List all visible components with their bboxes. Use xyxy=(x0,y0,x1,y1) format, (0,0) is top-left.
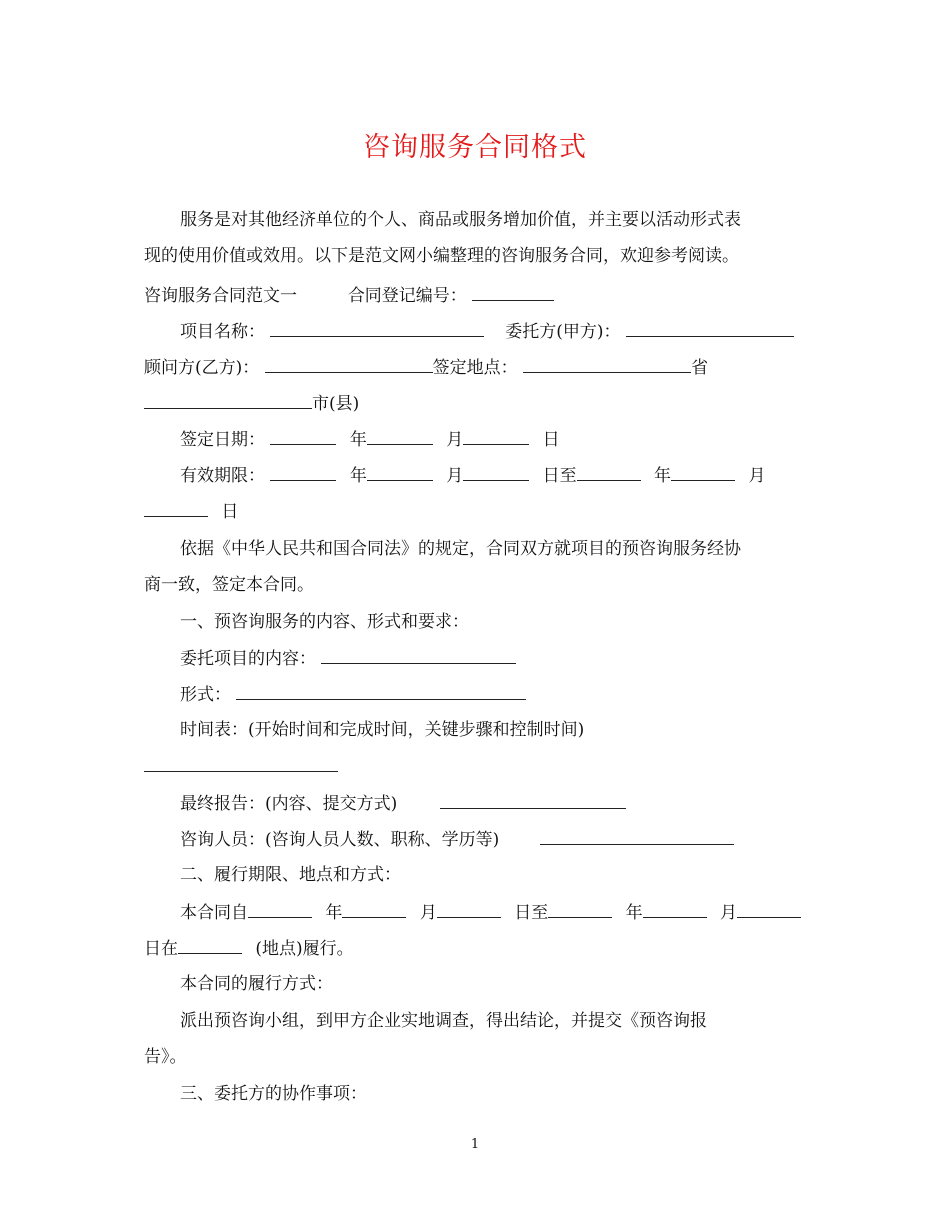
consultant-blank[interactable] xyxy=(265,355,433,373)
place-row xyxy=(144,936,354,961)
section2-heading: 二、履行期限、地点和方式： xyxy=(180,865,401,885)
staff-label: 咨询人员：(咨询人员人数、职称、学历等) xyxy=(180,830,500,850)
sign-place-label: 签定地点： xyxy=(432,358,518,378)
project-name-label: 项目名称： xyxy=(180,322,265,342)
from-label: 本合同自 xyxy=(180,903,248,923)
year-label: 年 xyxy=(349,466,367,486)
intro-line-2: 现的使用价值或效用。以下是范文网小编整理的咨询服务合同，欢迎参考阅读。 xyxy=(144,246,739,266)
to-month-blank[interactable] xyxy=(643,900,707,918)
schedule-blank[interactable] xyxy=(144,754,338,772)
section1-heading: 一、预咨询服务的内容、形式和要求： xyxy=(180,612,469,632)
project-name-blank[interactable] xyxy=(270,319,484,337)
from-year-blank[interactable] xyxy=(248,900,312,918)
sample-heading: 咨询服务合同范文一 xyxy=(144,286,297,306)
document-title: 咨询服务合同格式 xyxy=(363,132,587,163)
consultant-place-row xyxy=(144,355,708,380)
method-label: 本合同的履行方式： xyxy=(180,974,333,994)
staff-row xyxy=(180,827,734,852)
method-line-2: 告》。 xyxy=(144,1047,187,1067)
valid-from-year-blank[interactable] xyxy=(270,463,336,481)
staff-blank[interactable] xyxy=(540,827,734,845)
day-to-label: 日至 xyxy=(542,466,577,486)
content-blank[interactable] xyxy=(321,646,516,664)
schedule-label: 时间表：(开始时间和完成时间，关键步骤和控制时间) xyxy=(180,720,585,740)
province-blank[interactable] xyxy=(523,355,691,373)
report-label: 最终报告：(内容、提交方式) xyxy=(180,794,398,814)
form-row xyxy=(180,682,526,707)
client-label: 委托方(甲方)： xyxy=(505,322,621,342)
registration-blank[interactable] xyxy=(472,283,554,301)
place-blank[interactable] xyxy=(178,936,242,954)
sign-date-row xyxy=(180,427,560,452)
to-year-blank[interactable] xyxy=(548,900,612,918)
valid-to-day-blank[interactable] xyxy=(144,499,208,517)
year-label: 年 xyxy=(325,903,343,923)
period-row xyxy=(180,900,801,925)
sign-day-blank[interactable] xyxy=(463,427,529,445)
valid-period-label: 有效期限： xyxy=(180,466,265,486)
month-label: 月 xyxy=(446,466,464,486)
place-label: (地点)履行。 xyxy=(255,939,354,959)
basis-line-2: 商一致，签定本合同。 xyxy=(144,575,314,595)
project-client-row xyxy=(180,319,794,344)
page-number: 1 xyxy=(470,1137,480,1152)
method-line-1: 派出预咨询小组，到甲方企业实地调查，得出结论，并提交《预咨询报 xyxy=(180,1011,707,1031)
form-blank[interactable] xyxy=(236,682,526,700)
month-label: 月 xyxy=(446,430,464,450)
registration-label: 合同登记编号： xyxy=(347,286,467,306)
day-to-label: 日至 xyxy=(514,903,549,923)
day-label: 日 xyxy=(542,430,560,450)
section3-heading: 三、委托方的协作事项： xyxy=(180,1084,367,1104)
sign-month-blank[interactable] xyxy=(367,427,433,445)
valid-to-year-blank[interactable] xyxy=(577,463,641,481)
month-label: 月 xyxy=(419,903,437,923)
report-row xyxy=(180,791,626,816)
year-label: 年 xyxy=(625,903,643,923)
content-label: 委托项目的内容： xyxy=(180,649,316,669)
schedule-blank-row xyxy=(144,754,338,779)
valid-from-month-blank[interactable] xyxy=(367,463,433,481)
intro-line-1: 服务是对其他经济单位的个人、商品或服务增加价值，并主要以活动形式表 xyxy=(180,210,741,230)
month-label: 月 xyxy=(720,903,738,923)
day-label: 日 xyxy=(221,502,239,522)
city-blank[interactable] xyxy=(144,391,312,409)
city-row xyxy=(144,391,359,416)
client-blank[interactable] xyxy=(626,319,794,337)
city-label: 市(县) xyxy=(312,394,360,414)
consultant-label: 顾问方(乙方)： xyxy=(144,358,260,378)
from-month-blank[interactable] xyxy=(342,900,406,918)
content-row xyxy=(180,646,516,671)
province-label: 省 xyxy=(691,358,709,378)
year-label: 年 xyxy=(349,430,367,450)
valid-from-day-blank[interactable] xyxy=(463,463,529,481)
month-label: 月 xyxy=(748,466,766,486)
form-label: 形式： xyxy=(180,685,231,705)
year-label: 年 xyxy=(654,466,672,486)
to-day-blank[interactable] xyxy=(737,900,801,918)
sign-date-label: 签定日期： xyxy=(180,430,265,450)
report-blank[interactable] xyxy=(440,791,626,809)
valid-day-row xyxy=(144,499,238,524)
in-label: 日在 xyxy=(144,939,178,959)
basis-line-1: 依据《中华人民共和国合同法》的规定，合同双方就项目的预咨询服务经协 xyxy=(180,539,741,559)
from-day-blank[interactable] xyxy=(437,900,501,918)
valid-to-month-blank[interactable] xyxy=(671,463,735,481)
valid-period-row xyxy=(180,463,765,488)
registration-row xyxy=(144,283,554,308)
sign-year-blank[interactable] xyxy=(270,427,336,445)
